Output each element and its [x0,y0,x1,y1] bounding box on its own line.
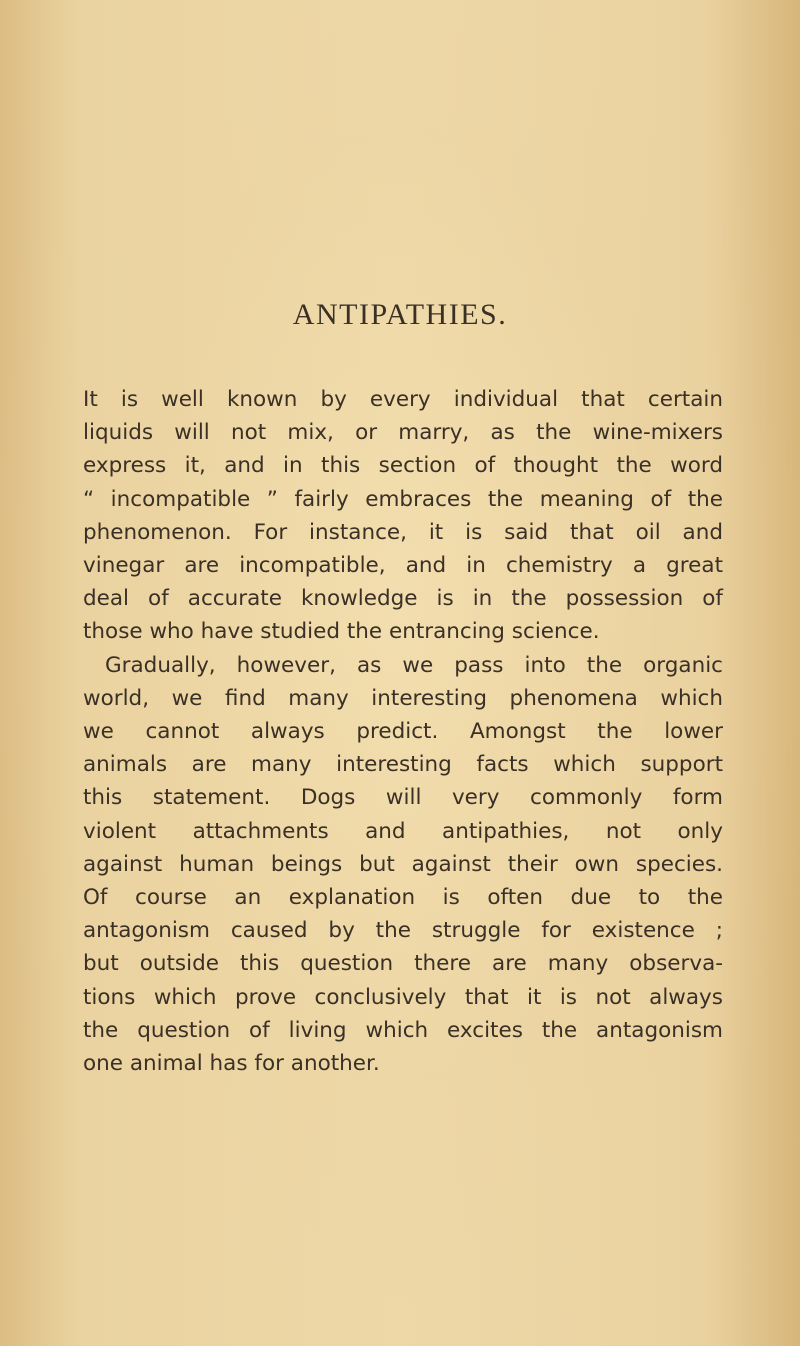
paragraph-1 [83,383,723,649]
text-line: vinegar are incompatible, and in chemistry a great [83,553,723,579]
text-line: Of course an explanation is often due to the [83,885,723,911]
text-line: one animal has for another. [83,1051,380,1077]
text-line: phenomenon. For instance, it is said that oil and [83,519,723,545]
text-line: “ incompatible ” fairly embraces the meaning of the [83,486,723,512]
paragraph-2 [83,649,723,1081]
text-line: Gradually, however, as we pass into the organic [105,652,723,678]
text-line: antagonism caused by the struggle for existence ; [83,918,723,944]
text-line: those who have studied the entrancing science. [83,619,600,645]
chapter-title: ANTIPATHIES. [292,298,508,331]
text-line: violent attachments and antipathies, not only [83,818,723,844]
text-line: world, we find many interesting phenomena which [83,685,723,711]
text-line: express it, and in this section of thought the word [83,453,723,479]
text-line: liquids will not mix, or marry, as the wine-mixers [83,420,723,446]
body-text [83,383,723,1080]
text-line: but outside this question there are many observa- [83,951,723,977]
text-line: tions which prove conclusively that it is not always [83,984,723,1010]
text-line: It is well known by every individual that certain [83,387,723,412]
text-line: this statement. Dogs will very commonly form [83,785,723,811]
text-line: the question of living which excites the antagonism [83,1017,723,1043]
text-line: against human beings but against their own species. [83,851,723,877]
text-line: animals are many interesting facts which support [83,752,723,778]
text-line: deal of accurate knowledge is in the possession of [83,586,723,612]
text-line: we cannot always predict. Amongst the lower [83,719,723,745]
